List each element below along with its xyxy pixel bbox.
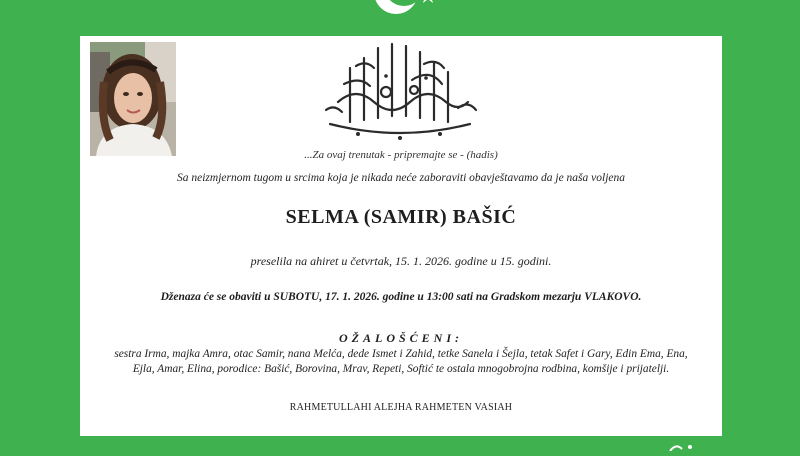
intro-text: Sa neizmjernom tugom u srcima koja je nikada neće zaboraviti obavještavamo da je naša voljena xyxy=(177,172,625,184)
closing-prayer: RAHMETULLAHI ALEJHA RAHMETEN VASIAH xyxy=(289,402,513,413)
obituary-card xyxy=(80,36,722,436)
mourners-line: Ejla, Amar, Elina, porodice: Bašić, Borovina, Mrav, Repeti, Softić te ostala mnogobrojna rodbina, komšije i prijatelji. xyxy=(132,363,670,375)
funeral-info: Dženaza će se obaviti u SUBOTU, 17. 1. 2026. godine u 13:00 sati na Gradskom mezarju VLAKOVO. xyxy=(160,291,642,303)
hadith-quote: ...Za ovaj trenutak - pripremajte se - (hadis) xyxy=(304,149,498,161)
deceased-name: SELMA (SAMIR) BAŠIĆ xyxy=(285,206,517,228)
mourners-line: sestra Irma, majka Amra, otac Samir, nana Melća, dede Ismet i Zahid, tetke Sanela i Šejla, tetak Safet i Gary, Edin Ema, Ena, xyxy=(114,348,688,360)
crescent-star-icon xyxy=(358,0,448,28)
decorative-mark-icon xyxy=(668,438,698,448)
arabic-calligraphy-icon xyxy=(320,40,480,144)
mourners-list xyxy=(100,347,702,377)
deceased-photo xyxy=(90,42,176,156)
mourners-heading: OŽALOŠĆENI: xyxy=(338,331,463,345)
passing-date-text: preselila na ahiret u četvrtak, 15. 1. 2026. godine u 15. godini. xyxy=(250,254,552,268)
